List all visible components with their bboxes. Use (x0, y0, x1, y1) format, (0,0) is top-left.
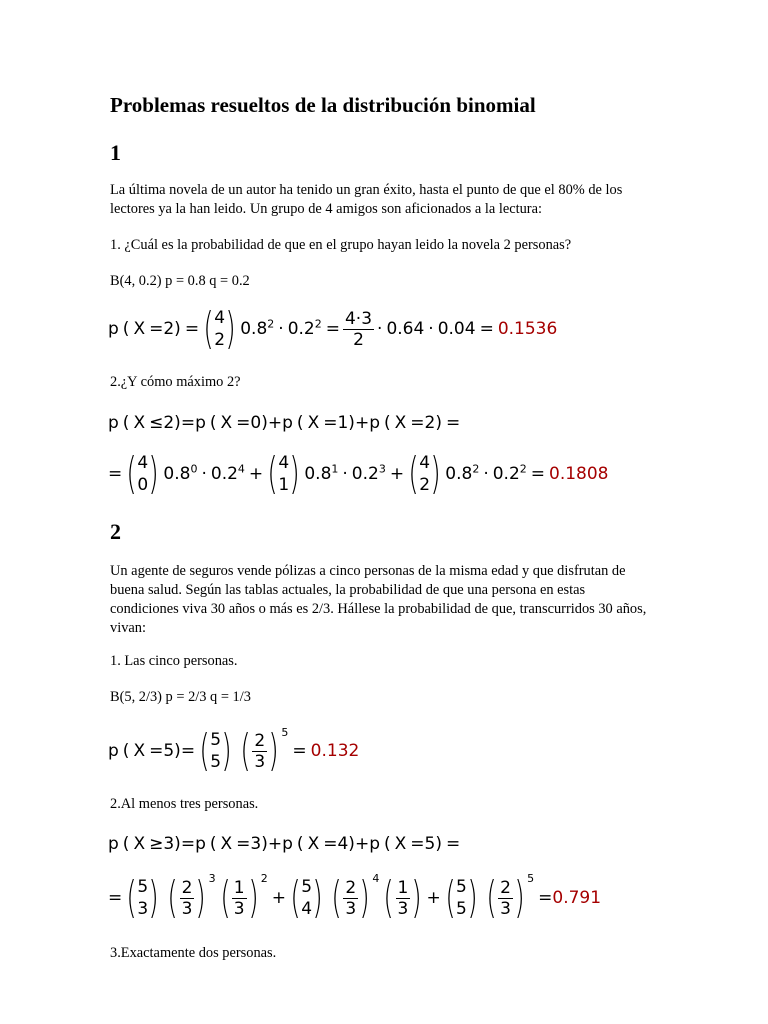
section-2-intro: Un agente de seguros vende pólizas a cinco personas de la misma edad y que disfrutan de buena salud. Según las tablas actuales, la probabilidad de que una persona en estas condiciones viva 30 años o más es 2/3. Hállese la probabilidad de que, transcurridos 30 años, vivan: (110, 563, 647, 636)
equation-1: p ( X = 2 ) = ( 4 2 ) $0.8^2$ · $0.2^2$ = $\frac{4\cdot 3}{2}$ · 0.64 · 0.04 = 0.1536 (108, 303, 558, 354)
section-1-heading: 1 (110, 140, 121, 165)
section-2-params: B(5, 2/3) p = 2/3 q = 1/3 (110, 689, 251, 705)
equation-3-result: 0.132 (310, 741, 360, 761)
section-1-params: B(4, 0.2) p = 0.8 q = 0.2 (110, 273, 250, 289)
section-2-question-3: 3.Exactamente dos personas. (110, 945, 277, 961)
equation-2-line-2: = ( 4 0 ) $0.8^0$ · $0.2^4$ + ( 4 1 ) $0.8^1$ · $0.2^3$ + ( 4 2 ) $0.8^2$ · $0.2^2$ = 0.1808 (108, 448, 609, 499)
document-title: Problemas resueltos de la distribución binomial (110, 93, 536, 117)
equation-4-line-1: p ( X ≥ 3 ) = p ( X = 3 ) + p ( X = 4 ) + p ( X = 5 ) = (108, 834, 461, 854)
section-2-question-2: 2.Al menos tres personas. (110, 796, 259, 812)
equation-1-result: 0.1536 (497, 319, 558, 339)
fraction-4x3-over-2: $\frac{4\cdot 3}{2}$ (344, 308, 373, 350)
equation-2-result: 0.1808 (549, 464, 609, 484)
section-2-question-1: 1. Las cinco personas. (110, 653, 238, 669)
equation-4-line-2: = ( 5 3 ) ( $\frac{2}{3}$ ) 3 ( $\frac{1}{3}$ ) 2 + ( 5 4 ) ( $\frac{2}{3}$ ) 4 ( $\frac{1}{3}$ ) + ( 5 5 ) ( $\frac{2}{3}$ ) 5 = 0.791 (108, 872, 602, 923)
equation-4-result: 0.791 (552, 888, 602, 908)
equation-2-line-1: p ( X ≤ 2 ) = p ( X = 0 ) + p ( X = 1 ) + p ( X = 2 ) = (108, 413, 461, 433)
equation-3: p ( X = 5 ) = ( 5 5 ) ( $\frac{2}{3}$ ) 5 = 0.132 (108, 725, 360, 776)
section-1-question-2: 2.¿Y cómo máximo 2? (110, 374, 241, 390)
binomial-4-2: ( 4 2 ) (203, 303, 236, 354)
section-1-question-1: 1. ¿Cuál es la probabilidad de que en el grupo hayan leido la novela 2 personas? (110, 237, 572, 253)
section-2-heading: 2 (110, 519, 121, 544)
section-1-intro: La última novela de un autor ha tenido un gran éxito, hasta el punto de que el 80% de los lectores ya la han leido. Un grupo de 4 amigos son aficionados a la lectura: (110, 182, 623, 217)
